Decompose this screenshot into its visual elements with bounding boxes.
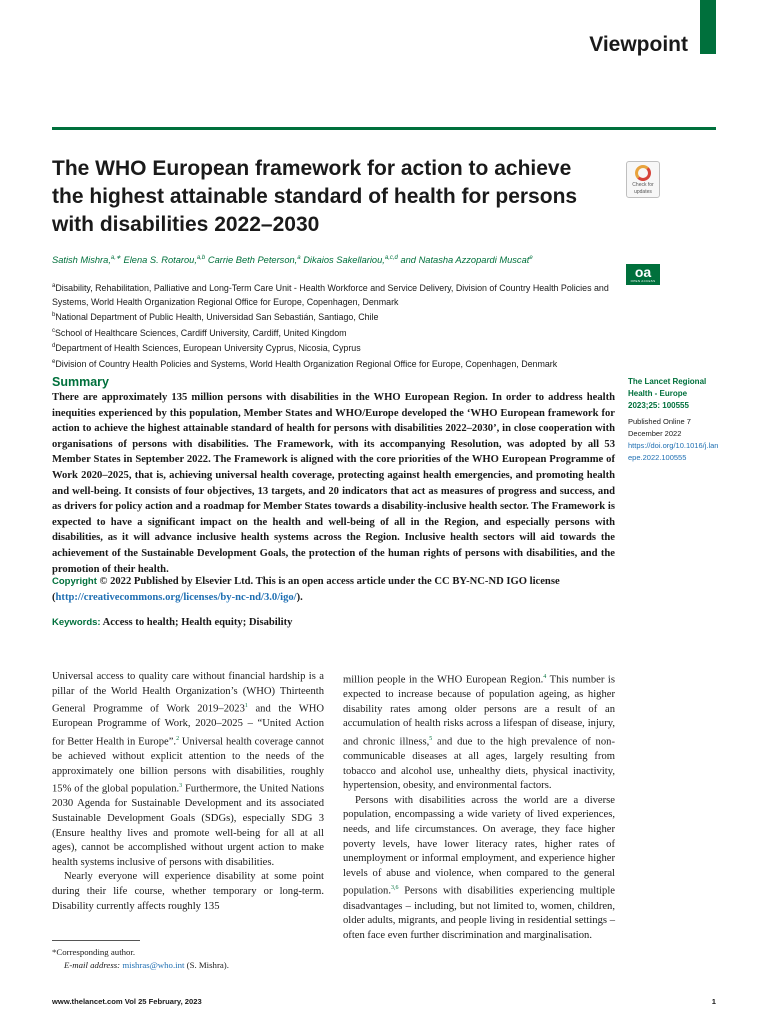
- body-column-left: [52, 670, 324, 914]
- email-label: E-mail address:: [64, 959, 121, 970]
- affiliation-mark: d: [52, 343, 56, 350]
- affiliations: [52, 280, 617, 371]
- affiliation-mark: a: [52, 283, 56, 289]
- citation-ref[interactable]: 3: [179, 783, 183, 790]
- body-paragraph: [343, 670, 615, 794]
- body-paragraph: [52, 670, 324, 870]
- citation-ref[interactable]: 3,6: [390, 885, 399, 892]
- text-run: and due to the high prevalence of non-communicable diseases at all ages, largely resulting from tobacco and alcohol use, unhealthy diets, physical inactivity, hypertension, obesity, and environmental factors.: [343, 736, 615, 792]
- affiliation-item: [52, 356, 617, 372]
- text-run: Persons with disabilities experiencing multiple disadvantages – including, but not limited to, women, children, older adults, migrants, and people living in residential settings – often face even further discrimination and marginalisation.: [343, 885, 615, 941]
- summary-text: There are approximately 135 million persons with disabilities in the WHO European Region. In order to address health inequities experienced by this population, Member States and WHO/Europe developed the ‘WHO European framework for action to achieve the highest attainable standard of health for persons with disabilities 2022–2030’, in close cooperation with organisations of persons with disabilities. The Framework, with its accompanying Resolution, was adopted by all 53 Member States in September 2022. The Framework is aligned with the core priorities of the WHO European Programme of Work 2020–2025, that is, achieving universal health coverage, protecting against health emergencies, and promoting health and well-being. It consists of four objectives, 13 targets, and 20 indicators that act as measures of progress and success, and as drivers for policy action and a roadmap for Member States towards a disability-inclusive health sector. The Framework is expected to have a significant impact on the health and well-being of all in the Region, and especially persons with disabilities, as it will advance inclusive health systems across the Region. Inclusive health sectors will aid towards the achievement of the Sustainable Development Goals, the protection of the human rights of persons with disabilities, and the promotion of their health.: [52, 392, 615, 575]
- author-affil-mark: a,∗: [110, 255, 121, 261]
- copyright-end: ).: [296, 591, 303, 603]
- text-run: Furthermore, the United Nations 2030 Agenda for Sustainable Development and its associated Sustainable Development Goals (SDGs), especially SDG 3 (Ensure healthy lives and promote well-being for all at all ages), cannot be accomplished without urgent action to make health systems inclusive of persons with disabilities.: [52, 783, 324, 868]
- affiliation-item: [52, 325, 617, 341]
- affiliation-item: [52, 309, 617, 325]
- affiliation-text: Department of Health Sciences, European University Cyprus, Nicosia, Cyprus: [55, 343, 361, 354]
- author-name[interactable]: Dikaios Sakellariou,: [303, 255, 385, 266]
- footnote-rule: [52, 940, 140, 941]
- doi-link[interactable]: https://doi.org/10.1016/j.lanepe.2022.100555: [628, 441, 719, 462]
- summary-heading: Summary: [52, 375, 109, 389]
- check-for-updates-badge[interactable]: [626, 161, 660, 198]
- author-name[interactable]: Carrie Beth Peterson,: [207, 255, 298, 266]
- author-affil-mark: a: [297, 255, 301, 261]
- keywords: [52, 617, 615, 628]
- check-updates-icon: [635, 165, 651, 181]
- header-rule: [52, 127, 716, 130]
- footnote: [52, 946, 324, 971]
- affiliation-mark: c: [52, 327, 55, 334]
- citation-ref[interactable]: 4: [543, 674, 547, 680]
- page-footer-journal: www.thelancet.com Vol 25 February, 2023: [52, 997, 202, 1006]
- check-updates-line2: updates: [634, 189, 652, 195]
- affiliation-text: Disability, Rehabilitation, Palliative and Long-Term Care Unit - Health Workforce and Service Delivery, Division of Country Health Policies and Systems, World Health Organization Regional Office for Europe, Copenhagen, Denmark: [52, 282, 609, 307]
- open-access-badge: [626, 264, 660, 285]
- section-label: Viewpoint: [589, 33, 688, 56]
- citation-ref[interactable]: 2: [176, 735, 180, 742]
- text-run: million people in the WHO European Region.: [343, 674, 544, 686]
- author-affil-mark: e: [529, 255, 533, 261]
- author-affil-mark: a,c,d: [384, 255, 398, 261]
- affiliation-item: [52, 340, 617, 356]
- page-number: 1: [711, 997, 716, 1006]
- email-link[interactable]: mishras@who.int: [122, 959, 185, 970]
- license-link[interactable]: http://creativecommons.org/licenses/by-nc-nd/3.0/igo/: [55, 591, 297, 603]
- email-owner: (S. Mishra).: [184, 959, 229, 970]
- copyright-text: © 2022 Published by Elsevier Ltd. This is an open access article under the CC BY-NC-ND IGO license (: [52, 576, 560, 603]
- citation-ref[interactable]: 1: [244, 703, 248, 710]
- copyright-notice: [52, 574, 615, 605]
- body-paragraph: Nearly everyone will experience disability at some point during their life course, whether temporary or long-term. Disability currently affects roughly 135: [52, 871, 324, 912]
- check-updates-line1: Check for: [632, 182, 654, 188]
- article-title: The WHO European framework for action to achieve the highest attainable standard of health for persons with disabilities 2022–2030: [52, 157, 578, 236]
- published-date: Published Online 7 December 2022: [628, 417, 691, 438]
- sidebar-meta: [628, 376, 720, 464]
- oa-label: oa: [634, 264, 652, 280]
- journal-citation: The Lancet Regional Health - Europe 2023;25: 100555: [628, 377, 707, 410]
- author-affil-mark: a,b: [196, 255, 206, 261]
- affiliation-item: [52, 280, 617, 309]
- author-name[interactable]: Satish Mishra,: [52, 255, 111, 266]
- affiliation-text: School of Healthcare Sciences, Cardiff University, Cardiff, United Kingdom: [55, 327, 347, 338]
- text-run: This number is expected to increase because of population ageing, as higher disability rates among older persons are a result of an accumulation of health risks across a lifespan of disease, injury, and chronic illness,: [343, 674, 615, 748]
- email-line: [52, 959, 324, 972]
- corner-tab: [700, 0, 716, 54]
- keywords-text: Access to health; Health equity; Disability: [100, 617, 293, 628]
- citation-ref[interactable]: 5: [429, 735, 433, 742]
- oa-sublabel: OPEN ACCESS: [630, 279, 656, 283]
- text-run: Persons with disabilities across the world are a diverse population, encompassing a wide variety of lived experiences, needs, and life circumstances. On average, they face higher poverty levels, have lower literacy rates, higher rates of unemployment or informal employment, and experience higher levels of abuse and violence, when compared to the general population.: [343, 794, 615, 897]
- keywords-label: Keywords:: [52, 617, 101, 628]
- text-run: Universal health coverage cannot be achieved without explicit attention to the needs of the approximately one billion persons with disabilities, roughly 15% of the global population.: [52, 736, 324, 795]
- author-list: [52, 254, 612, 265]
- affiliation-mark: b: [52, 312, 56, 319]
- text-run: Universal access to quality care without financial hardship is a pillar of the World Health Organization’s (WHO) Thirteenth General Programme of Work 2019–2023: [52, 671, 324, 715]
- body-paragraph: [343, 794, 615, 943]
- corresponding-author-note: *Corresponding author.: [52, 947, 136, 957]
- affiliation-mark: e: [52, 358, 56, 365]
- author-name[interactable]: Elena S. Rotarou,: [123, 255, 197, 266]
- affiliation-text: Division of Country Health Policies and Systems, World Health Organization Regional Office for Europe, Copenhagen, Denmark: [55, 358, 558, 369]
- author-name[interactable]: and Natasha Azzopardi Muscat: [400, 255, 530, 266]
- affiliation-text: National Department of Public Health, Universidad San Sebastián, Santiago, Chile: [55, 312, 379, 323]
- copyright-label: Copyright: [52, 576, 97, 587]
- body-column-right: [343, 670, 615, 943]
- text-run: and the WHO European Programme of Work, 2020–2025 – “United Action for Better Health in Europe”.: [52, 703, 325, 748]
